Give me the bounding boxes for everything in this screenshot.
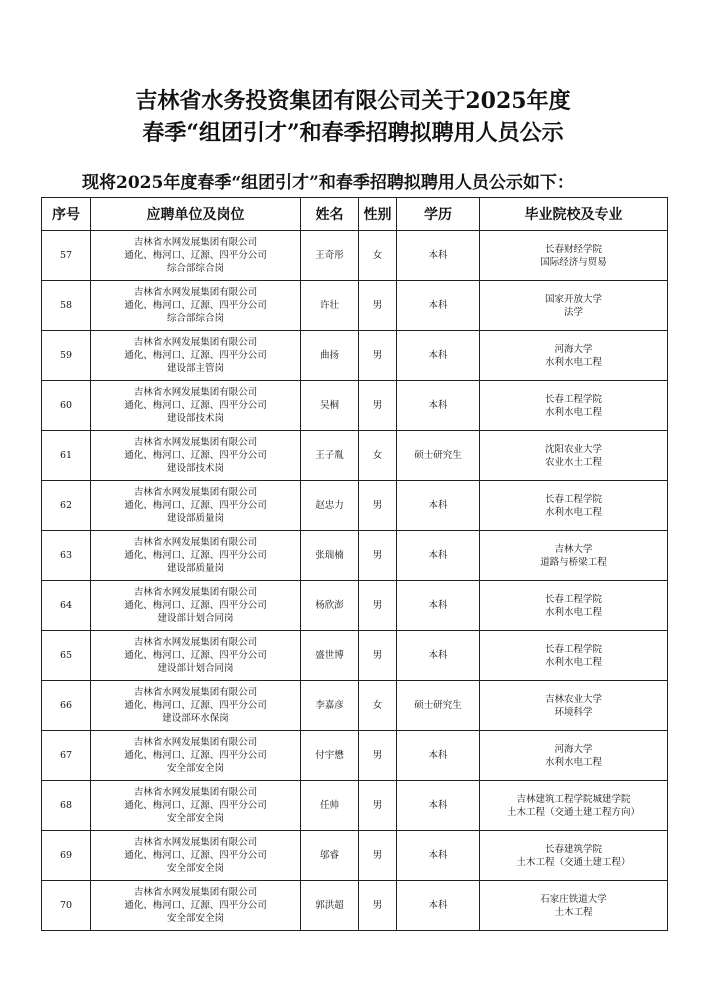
school-major-line: 农业水土工程	[544, 456, 602, 468]
table-row	[42, 431, 668, 481]
unit-position-line: 通化、梅河口、辽源、四平分公司	[124, 700, 267, 711]
unit-position-cell	[91, 331, 301, 381]
candidate-gender: 女	[359, 231, 397, 281]
candidate-education: 本科	[397, 231, 480, 281]
document-title-line2: 春季“组团引才”和春季招聘拟聘用人员公示	[142, 120, 564, 146]
school-major-line: 国家开放大学	[544, 293, 602, 305]
table-row	[42, 531, 668, 581]
unit-position-line: 综合部综合岗	[166, 313, 224, 324]
row-number: 62	[42, 481, 91, 531]
header-gender: 性别	[359, 198, 397, 231]
candidate-name: 王奇彤	[301, 231, 359, 281]
table-row	[42, 731, 668, 781]
unit-position-line: 建设部质量岗	[166, 563, 224, 574]
candidate-gender: 男	[359, 381, 397, 431]
unit-position-cell	[91, 831, 301, 881]
unit-position-line: 吉林省水网发展集团有限公司	[133, 387, 258, 398]
header-name: 姓名	[301, 198, 359, 231]
unit-position-cell	[91, 731, 301, 781]
unit-position-cell	[91, 481, 301, 531]
school-major-line: 土木工程（交通土建工程方向）	[506, 806, 640, 818]
document-title-line1: 吉林省水务投资集团有限公司关于2025年度	[135, 88, 571, 114]
unit-position-line: 通化、梅河口、辽源、四平分公司	[124, 900, 267, 911]
row-number: 63	[42, 531, 91, 581]
unit-position-line: 吉林省水网发展集团有限公司	[133, 837, 258, 848]
school-major-cell	[480, 381, 668, 431]
unit-position-line: 通化、梅河口、辽源、四平分公司	[124, 250, 267, 261]
unit-position-line: 建设部计划合同岗	[157, 613, 234, 624]
candidate-name: 李嘉彦	[301, 681, 359, 731]
unit-position-line: 建设部技术岗	[166, 463, 224, 474]
header-education: 学历	[397, 198, 480, 231]
candidate-gender: 女	[359, 431, 397, 481]
candidate-gender: 男	[359, 781, 397, 831]
unit-position-line: 吉林省水网发展集团有限公司	[133, 237, 258, 248]
candidate-name: 杨欣澎	[301, 581, 359, 631]
school-major-line: 土木工程（交通土建工程）	[516, 856, 631, 868]
header-number: 序号	[42, 198, 91, 231]
unit-position-line: 安全部安全岗	[166, 913, 224, 924]
candidate-education: 本科	[397, 831, 480, 881]
unit-position-line: 通化、梅河口、辽源、四平分公司	[124, 450, 267, 461]
candidate-education: 本科	[397, 781, 480, 831]
row-number: 57	[42, 231, 91, 281]
school-major-line: 水利水电工程	[544, 606, 602, 618]
unit-position-line: 吉林省水网发展集团有限公司	[133, 287, 258, 298]
school-major-cell	[480, 781, 668, 831]
table-row	[42, 781, 668, 831]
candidate-education: 本科	[397, 731, 480, 781]
school-major-cell	[480, 881, 668, 931]
candidate-gender: 女	[359, 681, 397, 731]
candidate-name: 许壮	[301, 281, 359, 331]
school-major-cell	[480, 631, 668, 681]
unit-position-line: 吉林省水网发展集团有限公司	[133, 337, 258, 348]
school-major-line: 沈阳农业大学	[544, 443, 602, 455]
row-number: 60	[42, 381, 91, 431]
unit-position-cell	[91, 231, 301, 281]
candidate-education: 硕士研究生	[397, 681, 480, 731]
candidate-education: 本科	[397, 481, 480, 531]
candidate-education: 本科	[397, 281, 480, 331]
unit-position-line: 通化、梅河口、辽源、四平分公司	[124, 600, 267, 611]
unit-position-line: 通化、梅河口、辽源、四平分公司	[124, 350, 267, 361]
unit-position-line: 吉林省水网发展集团有限公司	[133, 437, 258, 448]
unit-position-line: 通化、梅河口、辽源、四平分公司	[124, 400, 267, 411]
school-major-cell	[480, 431, 668, 481]
unit-position-line: 通化、梅河口、辽源、四平分公司	[124, 550, 267, 561]
candidate-education: 本科	[397, 631, 480, 681]
unit-position-line: 吉林省水网发展集团有限公司	[133, 487, 258, 498]
unit-position-line: 建设部环水保岗	[162, 713, 229, 724]
row-number: 61	[42, 431, 91, 481]
header-school-major: 毕业院校及专业	[480, 198, 668, 231]
table-row	[42, 881, 668, 931]
table-row	[42, 331, 668, 381]
unit-position-line: 建设部主管岗	[166, 363, 224, 374]
table-row	[42, 231, 668, 281]
school-major-line: 河海大学	[554, 743, 593, 755]
unit-position-line: 吉林省水网发展集团有限公司	[133, 637, 258, 648]
school-major-line: 水利水电工程	[544, 656, 602, 668]
table-row	[42, 681, 668, 731]
school-major-line: 长春工程学院	[544, 643, 602, 655]
school-major-line: 水利水电工程	[544, 406, 602, 418]
table-row	[42, 281, 668, 331]
school-major-line: 环境科学	[554, 706, 593, 718]
school-major-line: 吉林农业大学	[544, 693, 602, 705]
candidate-name: 王子胤	[301, 431, 359, 481]
school-major-line: 土木工程	[554, 906, 593, 918]
school-major-cell	[480, 581, 668, 631]
candidate-gender: 男	[359, 881, 397, 931]
school-major-line: 吉林大学	[554, 543, 593, 555]
school-major-line: 吉林建筑工程学院城建学院	[516, 793, 631, 805]
school-major-cell	[480, 331, 668, 381]
unit-position-line: 吉林省水网发展集团有限公司	[133, 587, 258, 598]
header-unit-position: 应聘单位及岗位	[91, 198, 301, 231]
school-major-line: 道路与桥梁工程	[540, 556, 607, 568]
unit-position-line: 综合部综合岗	[166, 263, 224, 274]
unit-position-line: 建设部技术岗	[166, 413, 224, 424]
unit-position-line: 建设部计划合同岗	[157, 663, 234, 674]
school-major-line: 石家庄铁道大学	[540, 893, 607, 905]
table-row	[42, 831, 668, 881]
unit-position-line: 安全部安全岗	[166, 863, 224, 874]
unit-position-cell	[91, 681, 301, 731]
row-number: 70	[42, 881, 91, 931]
unit-position-cell	[91, 381, 301, 431]
candidate-education: 本科	[397, 581, 480, 631]
candidate-name: 郭洪超	[301, 881, 359, 931]
school-major-cell	[480, 831, 668, 881]
unit-position-cell	[91, 881, 301, 931]
school-major-cell	[480, 481, 668, 531]
table-header-row	[42, 198, 668, 231]
unit-position-line: 建设部质量岗	[166, 513, 224, 524]
unit-position-line: 通化、梅河口、辽源、四平分公司	[124, 650, 267, 661]
row-number: 59	[42, 331, 91, 381]
candidate-name: 张瑞楠	[301, 531, 359, 581]
unit-position-line: 通化、梅河口、辽源、四平分公司	[124, 750, 267, 761]
candidate-gender: 男	[359, 281, 397, 331]
candidate-education: 本科	[397, 331, 480, 381]
candidate-name: 赵忠力	[301, 481, 359, 531]
school-major-line: 长春工程学院	[544, 493, 602, 505]
row-number: 58	[42, 281, 91, 331]
school-major-line: 水利水电工程	[544, 506, 602, 518]
school-major-line: 国际经济与贸易	[540, 256, 607, 268]
candidate-education: 本科	[397, 531, 480, 581]
school-major-line: 长春财经学院	[544, 243, 602, 255]
unit-position-cell	[91, 781, 301, 831]
table-row	[42, 631, 668, 681]
candidate-gender: 男	[359, 831, 397, 881]
unit-position-line: 安全部安全岗	[166, 813, 224, 824]
unit-position-line: 通化、梅河口、辽源、四平分公司	[124, 500, 267, 511]
row-number: 68	[42, 781, 91, 831]
candidate-name: 付宇懋	[301, 731, 359, 781]
unit-position-cell	[91, 281, 301, 331]
unit-position-line: 通化、梅河口、辽源、四平分公司	[124, 850, 267, 861]
school-major-cell	[480, 531, 668, 581]
unit-position-line: 吉林省水网发展集团有限公司	[133, 537, 258, 548]
unit-position-line: 通化、梅河口、辽源、四平分公司	[124, 800, 267, 811]
school-major-cell	[480, 681, 668, 731]
candidate-name: 邬睿	[301, 831, 359, 881]
candidate-name: 任帅	[301, 781, 359, 831]
candidate-gender: 男	[359, 581, 397, 631]
row-number: 69	[42, 831, 91, 881]
unit-position-line: 吉林省水网发展集团有限公司	[133, 737, 258, 748]
unit-position-line: 安全部安全岗	[166, 763, 224, 774]
candidate-gender: 男	[359, 631, 397, 681]
table-row	[42, 381, 668, 431]
unit-position-cell	[91, 531, 301, 581]
candidate-gender: 男	[359, 481, 397, 531]
candidate-gender: 男	[359, 731, 397, 781]
school-major-cell	[480, 731, 668, 781]
school-major-line: 水利水电工程	[544, 756, 602, 768]
school-major-cell	[480, 231, 668, 281]
unit-position-line: 吉林省水网发展集团有限公司	[133, 887, 258, 898]
candidate-name: 吴桐	[301, 381, 359, 431]
row-number: 65	[42, 631, 91, 681]
candidate-gender: 男	[359, 331, 397, 381]
school-major-line: 河海大学	[554, 343, 593, 355]
row-number: 66	[42, 681, 91, 731]
unit-position-line: 通化、梅河口、辽源、四平分公司	[124, 300, 267, 311]
table-row	[42, 481, 668, 531]
candidate-education: 硕士研究生	[397, 431, 480, 481]
school-major-line: 长春建筑学院	[544, 843, 602, 855]
candidate-education: 本科	[397, 881, 480, 931]
intro-text: 现将2025年度春季“组团引才”和春季招聘拟聘用人员公示如下：	[82, 173, 574, 193]
table-row	[42, 581, 668, 631]
candidate-name: 曲扬	[301, 331, 359, 381]
row-number: 64	[42, 581, 91, 631]
school-major-line: 长春工程学院	[544, 393, 602, 405]
candidate-gender: 男	[359, 531, 397, 581]
unit-position-cell	[91, 431, 301, 481]
unit-position-cell	[91, 631, 301, 681]
candidate-education: 本科	[397, 381, 480, 431]
school-major-cell	[480, 281, 668, 331]
candidate-table	[41, 197, 668, 931]
unit-position-line: 吉林省水网发展集团有限公司	[133, 787, 258, 798]
school-major-line: 水利水电工程	[544, 356, 602, 368]
candidate-name: 盛世博	[301, 631, 359, 681]
unit-position-line: 吉林省水网发展集团有限公司	[133, 687, 258, 698]
school-major-line: 长春工程学院	[544, 593, 602, 605]
row-number: 67	[42, 731, 91, 781]
unit-position-cell	[91, 581, 301, 631]
school-major-line: 法学	[563, 306, 583, 318]
